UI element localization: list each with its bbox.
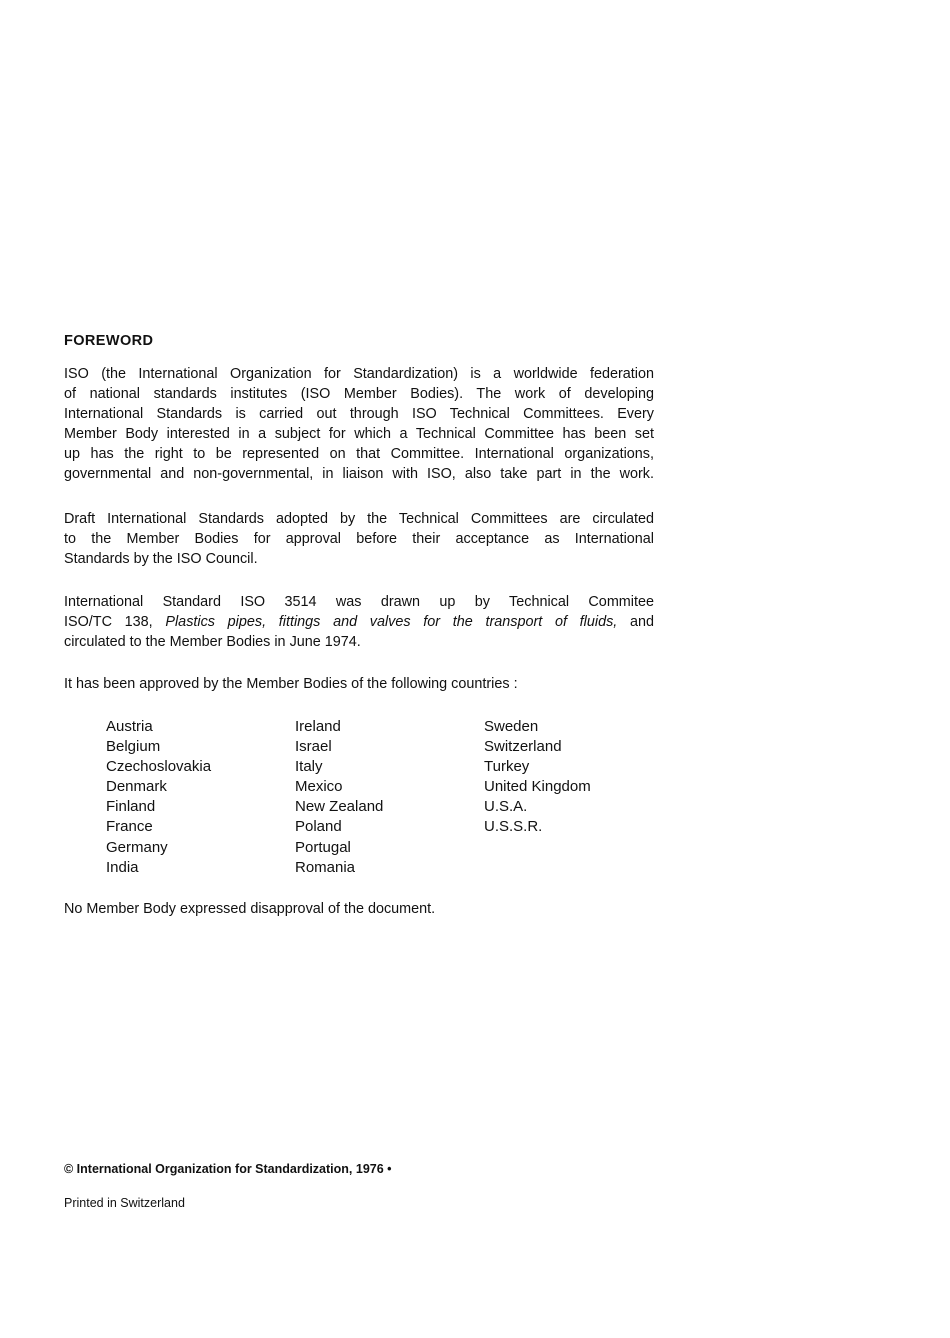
paragraph-line: ISO (the International Organization for Standardization) is a worldwide federation	[64, 366, 654, 382]
paragraph-line: International Standard ISO 3514 was drawn up by Technical Commitee	[64, 594, 654, 610]
countries-column-3	[484, 717, 591, 838]
country-name: Finland	[106, 798, 156, 816]
country-name: Italy	[295, 758, 323, 776]
country-name: Israel	[295, 738, 332, 756]
paragraph-line: of national standards institutes (ISO Member Bodies). The work of developing	[64, 386, 654, 403]
country-name: Switzerland	[484, 738, 562, 756]
country-name: New Zealand	[295, 798, 384, 816]
paragraph-line: circulated to the Member Bodies in June 1974.	[64, 634, 361, 651]
countries-column-2	[295, 717, 383, 878]
country-name: Austria	[106, 718, 153, 735]
foreword-paragraph-2	[64, 509, 654, 569]
committee-title: Plastics pipes, fittings and valves for the transport of fluids,	[165, 614, 618, 631]
paragraph-line-with-title	[64, 612, 654, 632]
country-name: Ireland	[295, 718, 341, 735]
paragraph-line: Draft International Standards adopted by the Technical Committees are circulated	[64, 511, 654, 527]
country-name: Sweden	[484, 718, 539, 735]
foreword-heading: FOREWORD	[64, 333, 154, 349]
country-name: Belgium	[106, 738, 161, 756]
foreword-paragraph-4	[64, 674, 654, 694]
paragraph-line: It has been approved by the Member Bodies of the following countries :	[64, 676, 518, 692]
country-name: France	[106, 818, 153, 836]
country-name: Czechoslovakia	[106, 758, 212, 776]
paragraph-line: Member Body interested in a subject for which a Technical Committee has been set	[64, 426, 654, 443]
country-name: U.S.S.R.	[484, 818, 543, 836]
paragraph-line: up has the right to be represented on that Committee. International organizations,	[64, 446, 654, 463]
country-name: Mexico	[295, 778, 343, 796]
printed-location: Printed in Switzerland	[64, 1196, 185, 1210]
copyright-notice: © International Organization for Standardization, 1976 •	[64, 1162, 392, 1176]
country-name: Portugal	[295, 838, 351, 856]
foreword-paragraph-1	[64, 364, 654, 485]
paragraph-line: governmental and non-governmental, in liaison with ISO, also take part in the work.	[64, 466, 654, 483]
country-name: Turkey	[484, 758, 530, 776]
paragraph-line: to the Member Bodies for approval before their acceptance as International	[64, 531, 654, 548]
foreword-paragraph-3	[64, 592, 654, 652]
paragraph-line: International Standards is carried out through ISO Technical Committees. Every	[64, 406, 654, 423]
country-name: Denmark	[106, 778, 167, 796]
paragraph-connector: and	[629, 614, 654, 631]
country-name: India	[106, 858, 139, 876]
country-name: U.S.A.	[484, 798, 528, 816]
country-name: Germany	[106, 838, 168, 856]
country-name: Poland	[295, 818, 342, 836]
country-name: Romania	[295, 858, 356, 876]
closing-statement: No Member Body expressed disapproval of the document.	[64, 901, 436, 917]
paragraph-line: Standards by the ISO Council.	[64, 551, 258, 568]
countries-column-1	[106, 717, 211, 878]
country-name: United Kingdom	[484, 778, 591, 796]
committee-reference: ISO/TC 138,	[64, 614, 153, 631]
